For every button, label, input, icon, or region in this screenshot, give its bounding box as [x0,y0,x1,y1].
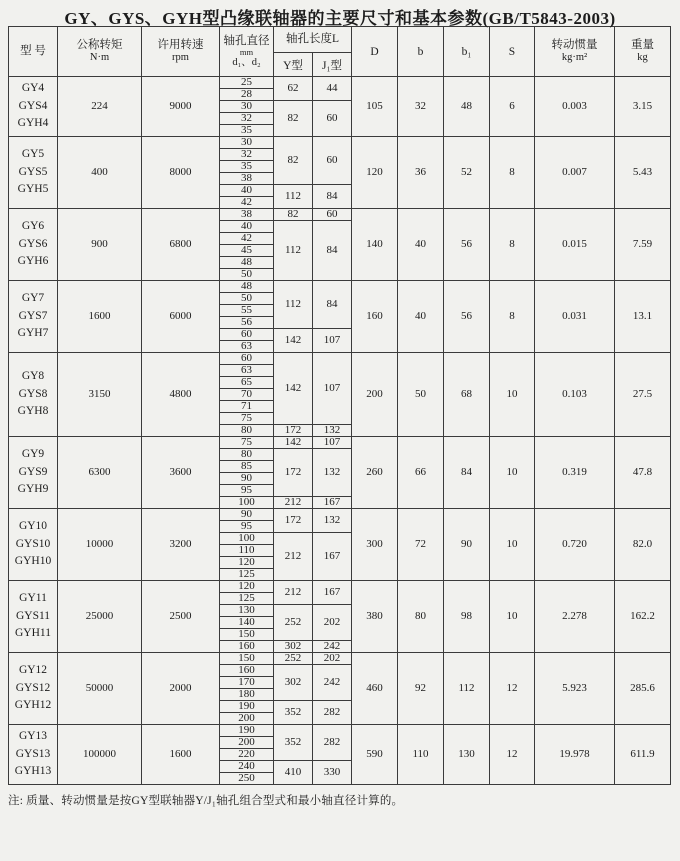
j1-length-cell: 132 [313,425,352,437]
b-cell: 40 [398,209,444,281]
weight-cell: 611.9 [615,725,671,785]
S-cell: 12 [490,725,535,785]
bore-cell: 75 [220,437,274,449]
b1-cell: 48 [444,77,490,137]
j1-length-cell: 107 [313,437,352,449]
inertia-cell: 0.015 [535,209,615,281]
y-length-cell: 302 [274,665,313,701]
j1-length-cell: 167 [313,497,352,509]
header-torque-label: 公称转矩 [76,39,123,52]
j1-length-cell: 60 [313,137,352,185]
speed-cell: 6800 [142,209,220,281]
torque-cell: 400 [58,137,142,209]
header-torque [58,27,142,77]
header-bore-length-label: 轴孔长度L [285,33,340,46]
header-inertia-label: 转动惯量 [551,39,598,52]
y-length-cell: 252 [274,653,313,665]
y-length-cell: 352 [274,701,313,725]
bore-cell: 150 [220,653,274,665]
y-length-cell: 112 [274,185,313,209]
model-cell [9,437,58,509]
header-torque-unit: N·m [89,52,110,64]
S-cell: 10 [490,509,535,581]
model-label: GYH12 [14,699,52,712]
bore-cell: 200 [220,737,274,749]
bore-cell: 240 [220,761,274,773]
torque-cell: 50000 [58,653,142,725]
inertia-cell: 0.319 [535,437,615,509]
bore-cell: 125 [220,569,274,581]
model-label: GYH4 [17,117,49,130]
j1-length-cell: 107 [313,329,352,353]
model-cell [9,509,58,581]
bore-cell: 65 [220,377,274,389]
j1-length-cell: 202 [313,605,352,641]
model-label: GY8 [21,369,45,382]
D-cell: 460 [352,653,398,725]
D-cell: 200 [352,353,398,437]
bore-cell: 220 [220,749,274,761]
b-cell: 32 [398,77,444,137]
speed-cell: 3600 [142,437,220,509]
bore-cell: 100 [220,533,274,545]
header-bore-diameter [220,27,274,77]
b-cell: 110 [398,725,444,785]
bore-cell: 50 [220,293,274,305]
y-length-cell: 112 [274,281,313,329]
model-cell [9,77,58,137]
b1-cell: 68 [444,353,490,437]
weight-cell: 3.15 [615,77,671,137]
model-label: GY10 [18,519,48,532]
bore-cell: 35 [220,161,274,173]
table-row [9,509,671,521]
model-label: GYH7 [17,327,49,340]
bore-cell: 160 [220,641,274,653]
D-cell: 380 [352,581,398,653]
bore-cell: 180 [220,689,274,701]
b-cell: 92 [398,653,444,725]
j1-length-cell: 60 [313,101,352,137]
model-label: GYH9 [17,483,49,496]
model-cell [9,137,58,209]
model-label: GY6 [21,219,45,232]
y-length-cell: 212 [274,581,313,605]
header-speed-label: 许用转速 [157,39,204,52]
bore-cell: 125 [220,593,274,605]
inertia-cell: 0.103 [535,353,615,437]
model-label: GY5 [21,147,45,160]
bore-cell: 75 [220,413,274,425]
bore-cell: 56 [220,317,274,329]
model-label: GYS10 [15,537,51,550]
bore-cell: 170 [220,677,274,689]
header-D: D [352,27,398,77]
y-length-cell: 172 [274,425,313,437]
weight-cell: 285.6 [615,653,671,725]
b-cell: 50 [398,353,444,437]
bore-cell: 35 [220,125,274,137]
S-cell: 12 [490,653,535,725]
b1-cell: 130 [444,725,490,785]
b1-cell: 98 [444,581,490,653]
bore-cell: 250 [220,773,274,785]
torque-cell: 25000 [58,581,142,653]
b1-cell: 112 [444,653,490,725]
page-title: GY、GYS、GYH型凸缘联轴器的主要尺寸和基本参数(GB/T5843-2003) [64,9,616,28]
weight-cell: 82.0 [615,509,671,581]
bore-cell: 60 [220,353,274,365]
speed-cell: 2000 [142,653,220,725]
bore-cell: 50 [220,269,274,281]
header-weight-unit: kg [637,52,648,64]
bore-cell: 150 [220,629,274,641]
j1-length-cell: 242 [313,641,352,653]
header-inertia [535,27,615,77]
model-label: GYS5 [18,165,48,178]
bore-cell: 60 [220,329,274,341]
y-length-cell: 82 [274,209,313,221]
speed-cell: 6000 [142,281,220,353]
bore-cell: 42 [220,233,274,245]
weight-cell: 7.59 [615,209,671,281]
bore-cell: 80 [220,425,274,437]
model-label: GY13 [18,729,48,742]
torque-cell: 1600 [58,281,142,353]
weight-cell: 5.43 [615,137,671,209]
bore-cell: 40 [220,185,274,197]
model-label: GYS6 [18,237,48,250]
bore-cell: 80 [220,449,274,461]
inertia-cell: 2.278 [535,581,615,653]
torque-cell: 900 [58,209,142,281]
model-cell [9,281,58,353]
bore-cell: 90 [220,473,274,485]
table-header [9,27,671,77]
S-cell: 8 [490,137,535,209]
bore-cell: 95 [220,521,274,533]
table-row [9,653,671,665]
y-length-cell: 212 [274,533,313,581]
y-length-cell: 112 [274,221,313,281]
j1-length-cell: 242 [313,665,352,701]
b-cell: 66 [398,437,444,509]
bore-cell: 32 [220,149,274,161]
table-row [9,353,671,365]
inertia-cell: 0.031 [535,281,615,353]
bore-cell: 45 [220,245,274,257]
j1-length-cell: 167 [313,533,352,581]
model-label: GY11 [19,591,47,604]
model-label: GYH10 [14,555,52,568]
bore-cell: 130 [220,605,274,617]
model-label: GYH11 [15,627,51,640]
j1-length-cell: 202 [313,653,352,665]
y-length-cell: 352 [274,725,313,761]
bore-cell: 63 [220,341,274,353]
table-row [9,725,671,737]
model-cell [9,353,58,437]
bore-cell: 90 [220,509,274,521]
table-row [9,77,671,89]
bore-cell: 48 [220,281,274,293]
model-label: GY4 [21,81,45,94]
y-length-cell: 212 [274,497,313,509]
j1-length-cell: 132 [313,509,352,533]
header-bore-symbols: d₁、d₂ [232,56,261,68]
b1-cell: 90 [444,509,490,581]
D-cell: 120 [352,137,398,209]
j1-length-cell: 282 [313,701,352,725]
table-row [9,281,671,293]
inertia-cell: 0.720 [535,509,615,581]
model-label: GYH6 [17,255,49,268]
bore-cell: 160 [220,665,274,677]
j1-length-cell: 167 [313,581,352,605]
model-label: GY12 [18,663,48,676]
torque-cell: 6300 [58,437,142,509]
speed-cell: 4800 [142,353,220,437]
D-cell: 105 [352,77,398,137]
model-cell [9,725,58,785]
bore-cell: 190 [220,725,274,737]
D-cell: 260 [352,437,398,509]
model-label: GYH13 [14,765,52,778]
inertia-cell: 0.007 [535,137,615,209]
b-cell: 40 [398,281,444,353]
bore-cell: 70 [220,389,274,401]
weight-cell: 13.1 [615,281,671,353]
S-cell: 10 [490,353,535,437]
b-cell: 72 [398,509,444,581]
D-cell: 300 [352,509,398,581]
j1-length-cell: 60 [313,209,352,221]
D-cell: 140 [352,209,398,281]
bore-cell: 42 [220,197,274,209]
model-label: GYH8 [17,405,49,418]
model-label: GY9 [21,447,45,460]
weight-cell: 47.8 [615,437,671,509]
model-cell [9,581,58,653]
torque-cell: 100000 [58,725,142,785]
model-cell [9,209,58,281]
model-label: GYS8 [18,387,48,400]
header-bore-length [274,27,352,53]
D-cell: 160 [352,281,398,353]
y-length-cell: 252 [274,605,313,641]
j1-length-cell: 107 [313,353,352,425]
j1-length-cell: 84 [313,281,352,329]
bore-cell: 28 [220,89,274,101]
j1-length-cell: 84 [313,221,352,281]
speed-cell: 3200 [142,509,220,581]
y-length-cell: 142 [274,329,313,353]
table-body [9,77,671,785]
b1-cell: 56 [444,281,490,353]
torque-cell: 3150 [58,353,142,437]
y-length-cell: 62 [274,77,313,101]
j1-length-cell: 84 [313,185,352,209]
bore-cell: 100 [220,497,274,509]
S-cell: 10 [490,581,535,653]
y-length-cell: 142 [274,353,313,425]
table-row [9,209,671,221]
header-model-label: 型 号 [20,45,46,58]
header-b1: b₁ [444,27,490,77]
bore-cell: 63 [220,365,274,377]
bore-cell: 38 [220,173,274,185]
header-S: S [490,27,535,77]
b-cell: 36 [398,137,444,209]
weight-cell: 27.5 [615,353,671,437]
model-label: GYS13 [15,747,51,760]
bore-cell: 110 [220,545,274,557]
model-label: GYH5 [17,183,49,196]
b1-cell: 56 [444,209,490,281]
coupling-spec-table [8,26,671,785]
bore-cell: 71 [220,401,274,413]
model-label: GYS7 [18,309,48,322]
S-cell: 8 [490,209,535,281]
header-weight-label: 重量 [631,39,654,52]
header-speed [142,27,220,77]
b-cell: 80 [398,581,444,653]
bore-cell: 48 [220,257,274,269]
header-y-type: Y型 [274,53,313,77]
speed-cell: 1600 [142,725,220,785]
bore-cell: 200 [220,713,274,725]
table-row [9,137,671,149]
table-row [9,437,671,449]
bore-cell: 120 [220,557,274,569]
torque-cell: 224 [58,77,142,137]
bore-cell: 30 [220,137,274,149]
b1-cell: 84 [444,437,490,509]
header-bore-unit: mm [239,47,254,58]
y-length-cell: 82 [274,137,313,185]
footnote: 注: 质量、转动惯量是按GY型联轴器Y/J₁轴孔组合型式和最小轴直径计算的。 [8,795,404,807]
y-length-cell: 172 [274,509,313,533]
model-label: GYS4 [18,99,48,112]
y-length-cell: 302 [274,641,313,653]
S-cell: 10 [490,437,535,509]
model-cell [9,653,58,725]
bore-cell: 40 [220,221,274,233]
header-speed-unit: rpm [172,52,189,64]
torque-cell: 10000 [58,509,142,581]
header-b: b [398,27,444,77]
header-bore-label: 轴孔直径 [223,34,270,47]
inertia-cell: 19.978 [535,725,615,785]
D-cell: 590 [352,725,398,785]
S-cell: 6 [490,77,535,137]
j1-length-cell: 330 [313,761,352,785]
inertia-cell: 5.923 [535,653,615,725]
bore-cell: 190 [220,701,274,713]
speed-cell: 2500 [142,581,220,653]
bore-cell: 25 [220,77,274,89]
bore-cell: 32 [220,113,274,125]
bore-cell: 30 [220,101,274,113]
bore-cell: 95 [220,485,274,497]
speed-cell: 9000 [142,77,220,137]
weight-cell: 162.2 [615,581,671,653]
model-label: GYS9 [18,465,48,478]
model-label: GYS11 [15,609,51,622]
y-length-cell: 172 [274,449,313,497]
b1-cell: 52 [444,137,490,209]
bore-cell: 85 [220,461,274,473]
model-label: GYS12 [15,681,51,694]
header-weight [615,27,671,77]
header-j1-type: J₁型 [313,53,352,77]
bore-cell: 38 [220,209,274,221]
j1-length-cell: 282 [313,725,352,761]
speed-cell: 8000 [142,137,220,209]
bore-cell: 55 [220,305,274,317]
header-model [9,27,58,77]
bore-cell: 140 [220,617,274,629]
header-inertia-unit: kg·m² [561,52,588,64]
model-label: GY7 [21,291,45,304]
inertia-cell: 0.003 [535,77,615,137]
table-row [9,581,671,593]
bore-cell: 120 [220,581,274,593]
j1-length-cell: 44 [313,77,352,101]
j1-length-cell: 132 [313,449,352,497]
S-cell: 8 [490,281,535,353]
y-length-cell: 142 [274,437,313,449]
y-length-cell: 410 [274,761,313,785]
y-length-cell: 82 [274,101,313,137]
